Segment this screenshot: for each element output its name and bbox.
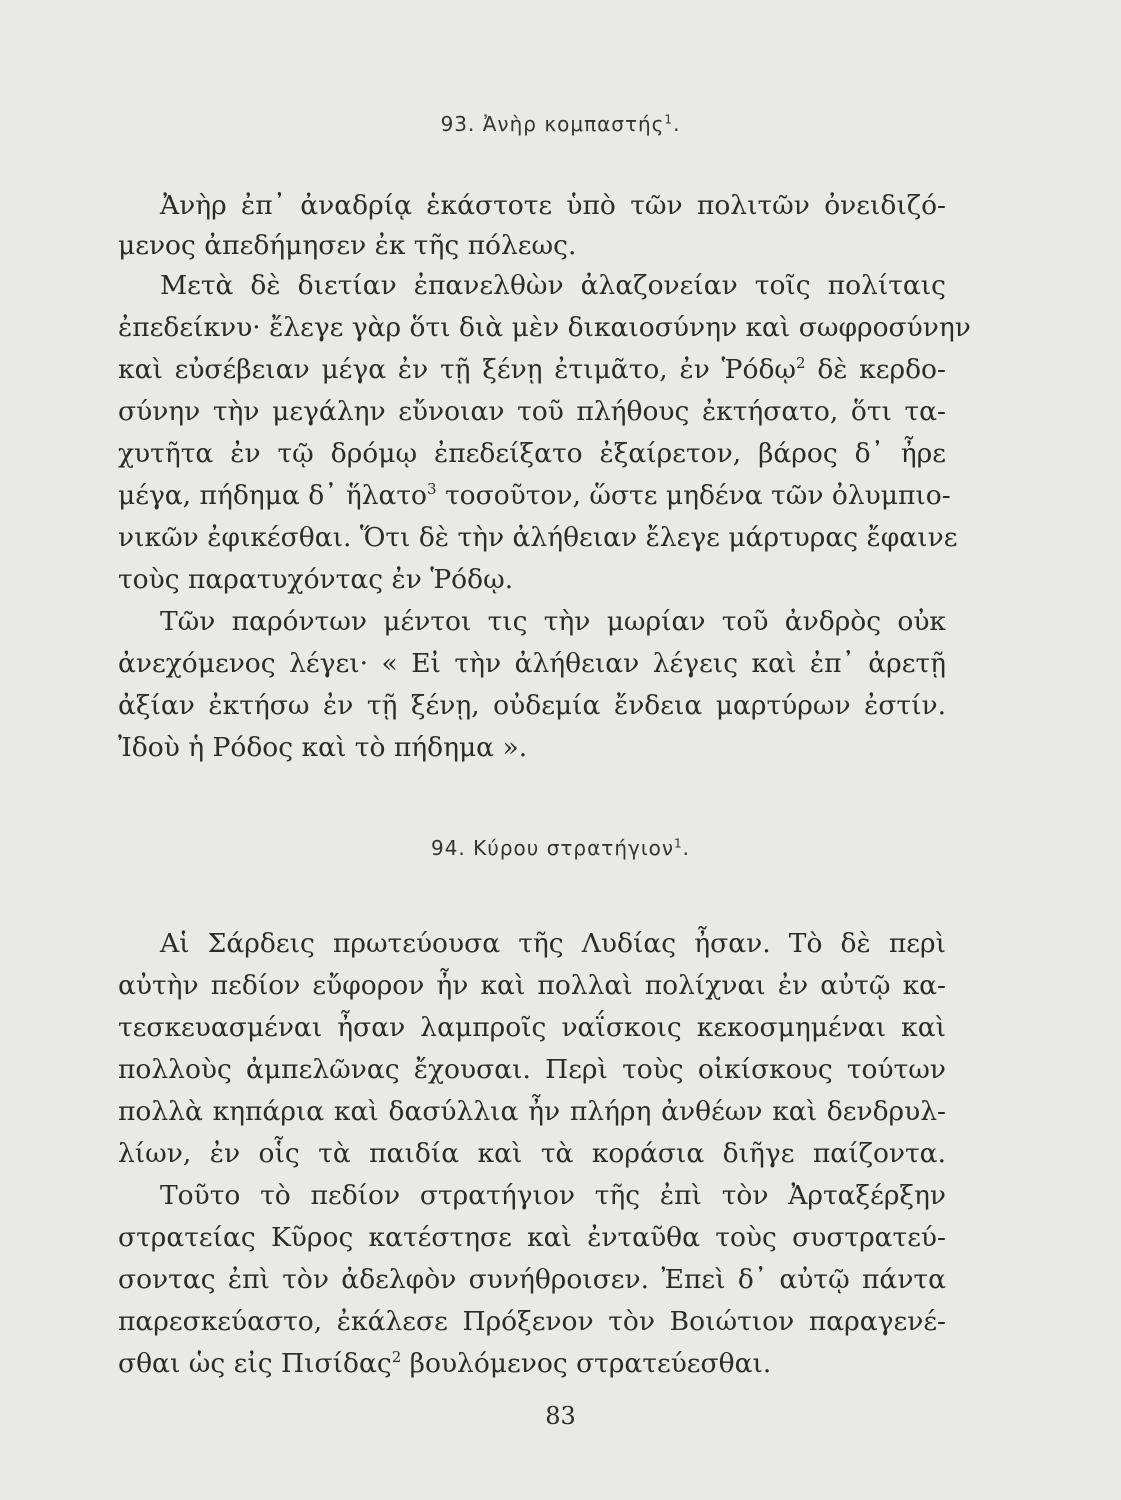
text-line: ἀξίαν ἐκτήσω ἐν τῇ ξένῃ, οὐδεμία ἔνδεια μαρτύρων ἐστίν.	[118, 690, 946, 721]
text-line: ἐπεδείκνυ· ἔλεγε γὰρ ὅτι διὰ μὲν δικαιοσύνην καὶ σωφροσύνην	[118, 312, 971, 343]
text-line: Μετὰ δὲ διετίαν ἐπανελθὼν ἀλαζονείαν τοῖς πολίταις	[160, 270, 946, 301]
section-number: 93.	[440, 112, 476, 136]
text-line: σοντας ἐπὶ τὸν ἀδελφὸν συνήθροισεν. Ἐπεὶ δ᾽ αὐτῷ πάντα	[118, 1264, 946, 1295]
footnote-mark: 1	[664, 112, 674, 127]
section-number: 94.	[430, 836, 466, 860]
text-line: μενος ἀπεδήμησεν ἐκ τῆς πόλεως.	[118, 230, 577, 261]
text-line: καὶ εὐσέβειαν μέγα ἐν τῇ ξένῃ ἐτιμᾶτο, ἐν Ῥόδῳ$^2$ δὲ κερδο-	[118, 354, 946, 385]
text-line: παρεσκεύαστο, ἐκάλεσε Πρόξενον τὸν Βοιώτιον παραγενέ-	[118, 1306, 946, 1337]
section-title: Ἀνὴρ κομπαστής	[482, 112, 665, 136]
footnote-mark: 3	[427, 480, 437, 499]
text-line: πολλὰ κηπάρια καὶ δασύλλια ἦν πλήρη ἀνθέων καὶ δενδρυλ-	[118, 1096, 946, 1127]
text-line: σθαι ὡς εἰς Πισίδας$^2$ βουλόμενος στρατεύεσθαι.	[118, 1348, 772, 1379]
text-line: τοὺς παρατυχόντας ἐν Ῥόδῳ.	[118, 564, 514, 595]
text-line: στρατείας Κῦρος κατέστησε καὶ ἐνταῦθα τοὺς συστρατεύ-	[118, 1222, 946, 1253]
text-line: Ἀνὴρ ἐπ᾽ ἀναδρίᾳ ἑκάστοτε ὑπὸ τῶν πολιτῶν ὀνειδιζό-	[160, 190, 946, 221]
text-line: Τοῦτο τὸ πεδίον στρατήγιον τῆς ἐπὶ τὸν Ἀρταξέρξην	[160, 1180, 946, 1211]
text-line: τεσκευασμέναι ἦσαν λαμπροῖς ναΐσκοις κεκοσμημέναι καὶ	[118, 1012, 946, 1043]
footnote-mark: 2	[796, 354, 806, 373]
text-line: πολλοὺς ἀμπελῶνας ἔχουσαι. Περὶ τοὺς οἰκίσκους τούτων	[118, 1054, 946, 1085]
footnote-mark: 2	[391, 1348, 402, 1367]
text-line: ἀνεχόμενος λέγει· « Εἰ τὴν ἀλήθειαν λέγεις καὶ ἐπ᾽ ἀρετῇ	[118, 648, 946, 679]
text-line: σύνην τὴν μεγάλην εὔνοιαν τοῦ πλήθους ἐκτήσατο, ὅτι τα-	[118, 396, 946, 427]
text-line: νικῶν ἐφικέσθαι. Ὅτι δὲ τὴν ἀλήθειαν ἔλεγε μάρτυρας ἔφαινε	[118, 522, 958, 553]
section-93-heading: 93. Ἀνὴρ κομπαστής$^1$.	[440, 112, 681, 136]
text-line: Αἱ Σάρδεις πρωτεύουσα τῆς Λυδίας ἦσαν. Τὸ δὲ περὶ	[160, 928, 946, 959]
section-title: Κύρου στρατήγιον	[473, 836, 675, 860]
footnote-mark: 1	[674, 836, 683, 851]
section-94-heading: 94. Κύρου στρατήγιον$^1$.	[430, 836, 691, 860]
text-line: Ἰδοὺ ἡ Ρόδος καὶ τὸ πήδημα ».	[118, 732, 528, 763]
text-line: λίων, ἐν οἷς τὰ παιδία καὶ τὰ κοράσια διῆγε παίζοντα.	[118, 1138, 946, 1169]
text-line: χυτῆτα ἐν τῷ δρόμῳ ἐπεδείξατο ἐξαίρετον, βάρος δ᾽ ἦρε	[118, 438, 946, 469]
text-line: αὐτὴν πεδίον εὔφορον ἦν καὶ πολλαὶ πολίχναι ἐν αὐτῷ κα-	[118, 970, 946, 1001]
text-line: Τῶν παρόντων μέντοι τις τὴν μωρίαν τοῦ ἀνδρὸς οὐκ	[160, 606, 946, 637]
page-number: 83	[545, 1402, 576, 1430]
text-line: μέγα, πήδημα δ᾽ ἥλατο$^3$ τοσοῦτον, ὥστε μηδένα τῶν ὀλυμπιο-	[118, 480, 951, 511]
